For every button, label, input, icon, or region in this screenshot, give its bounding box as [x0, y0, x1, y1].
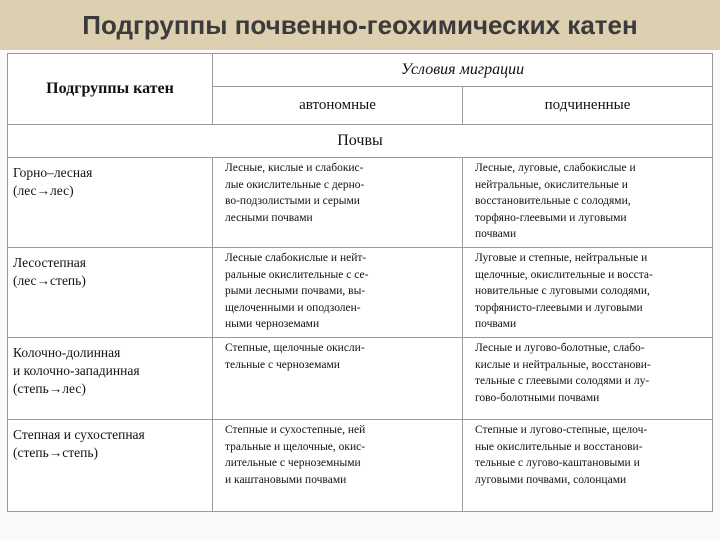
text-line: ными черноземами — [225, 318, 320, 330]
text-line: Лесостепная — [13, 255, 87, 270]
table-row — [8, 338, 713, 420]
header-subgroups: Подгруппы катен — [8, 54, 213, 125]
text-line: Лесные, луговые, слабокислые и — [475, 162, 636, 174]
autonomous-soils — [213, 420, 463, 512]
text-line: Степные и сухостепные, ней — [225, 424, 366, 436]
table-row — [8, 158, 713, 248]
subordinate-soils — [463, 420, 713, 512]
text-line: восстановительные с солодями, — [475, 195, 631, 207]
autonomous-soils — [213, 248, 463, 338]
subgroup-name — [8, 420, 213, 512]
text-line: Горно–лесная — [13, 165, 93, 180]
header-migration-conditions: Условия миграции — [213, 54, 713, 87]
subordinate-soils — [463, 248, 713, 338]
text-line: Колочно-долинная — [13, 345, 121, 360]
subordinate-soils — [463, 338, 713, 420]
text-line: лесными почвами — [225, 211, 313, 224]
text-line: рыми лесными почвами, вы- — [225, 285, 366, 297]
text-line: Лесные слабокислые и нейт- — [225, 252, 367, 264]
text-line: кислые и нейтральные, восстанови- — [475, 358, 651, 371]
slide-title: Подгруппы почвенно-геохимических катен — [82, 9, 638, 40]
text-line: Степные, щелочные окисли- — [225, 342, 365, 354]
text-line: новительные с луговыми солодями, — [475, 285, 650, 297]
header-row-3 — [8, 125, 713, 158]
text-line: торфянисто-глеевыми и луговыми — [475, 301, 643, 314]
header-autonomous: автономные — [213, 87, 463, 125]
text-line: торфяно-глеевыми и луговыми — [475, 211, 627, 224]
catena-table — [7, 53, 713, 512]
subgroup-name — [8, 158, 213, 248]
text-line: Луговые и степные, нейтральные и — [475, 252, 648, 264]
text-line: ральные окислительные с се- — [225, 268, 369, 281]
text-line: нейтральные, окислительные и — [475, 178, 628, 191]
text-line: лительные с черноземными — [225, 457, 361, 469]
text-line: щелочные, окислительные и восста- — [475, 268, 653, 281]
autonomous-soils — [213, 338, 463, 420]
table-row — [8, 420, 713, 512]
text-line: Лесные, кислые и слабокис- — [225, 162, 364, 174]
header-row-1 — [8, 54, 713, 87]
text-line: (лес→лес) — [13, 183, 74, 198]
text-line: ные окислительные и восстанови- — [475, 440, 643, 453]
text-line: (степь→степь) — [13, 445, 99, 460]
text-line: тельные с черноземами — [225, 358, 340, 371]
text-line: и каштановыми почвами — [225, 473, 347, 486]
text-line: во-подзолистыми и серыми — [225, 195, 360, 207]
header-soils: Почвы — [8, 125, 713, 158]
header-subordinate: подчиненные — [463, 87, 713, 125]
text-line: тельные с лугово-каштановыми и — [475, 457, 640, 469]
subgroup-name — [8, 338, 213, 420]
text-line: (лес→степь) — [13, 273, 86, 288]
text-line: гово-болотными почвами — [475, 391, 600, 404]
text-line: тельные с глеевыми солодями и лу- — [475, 375, 650, 387]
text-line: луговыми почвами, солонцами — [475, 473, 627, 486]
text-line: почвами — [475, 228, 517, 240]
subordinate-soils — [463, 158, 713, 248]
text-line: (степь→лес) — [13, 381, 86, 396]
text-line: и колочно-западинная — [13, 363, 140, 378]
text-line: лые окислительные с дерно- — [225, 178, 365, 191]
text-line: почвами — [475, 318, 517, 330]
subgroup-name — [8, 248, 213, 338]
text-line: Степная и сухостепная — [13, 427, 145, 442]
text-line: тральные и щелочные, окис- — [225, 440, 366, 453]
table-row — [8, 248, 713, 338]
text-line: Лесные и лугово-болотные, слабо- — [475, 342, 645, 354]
text-line: Степные и лугово-степные, щелоч- — [475, 424, 648, 436]
text-line: щелоченными и оподзолен- — [225, 301, 361, 314]
title-bar — [0, 0, 720, 50]
autonomous-soils — [213, 158, 463, 248]
